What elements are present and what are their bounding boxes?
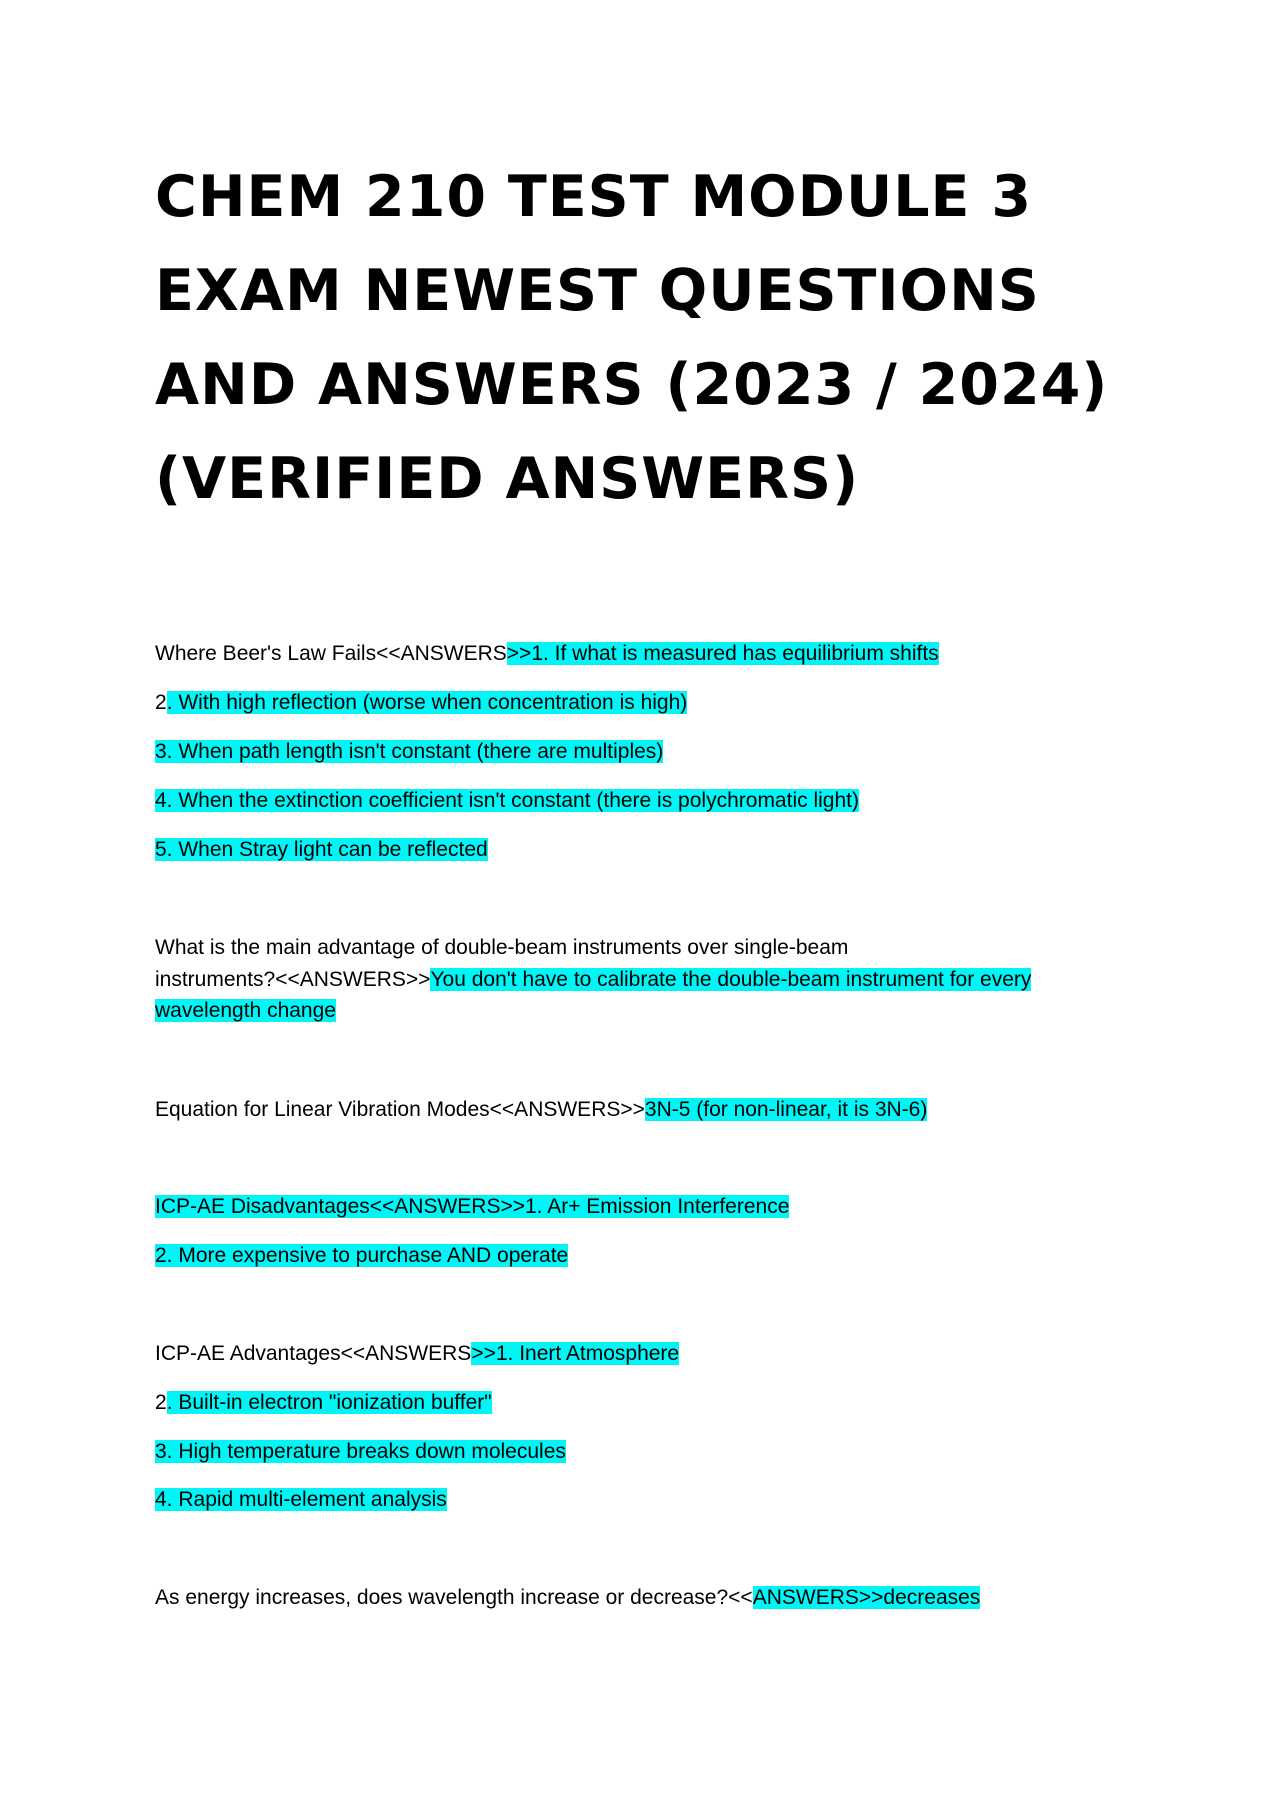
title-line-2: EXAM NEWEST QUESTIONS — [155, 258, 1040, 324]
highlighted-answer: . With high reflection (worse when concentration is high) — [166, 691, 688, 714]
qa-double-beam-line-1 — [155, 934, 848, 962]
highlighted-answer: 3. High temperature breaks down molecules — [155, 1440, 566, 1463]
qa-double-beam-line-3 — [155, 997, 336, 1025]
highlighted-answer: wavelength change — [155, 999, 336, 1022]
highlighted-answer: ANSWERS>>decreases — [752, 1586, 981, 1609]
highlighted-answer: >>1. Inert Atmosphere — [471, 1342, 680, 1365]
document-title — [155, 150, 1155, 526]
highlighted-answer: . Built-in electron "ionization buffer" — [166, 1391, 492, 1414]
qa-double-beam-line-2 — [155, 966, 1031, 994]
qa-icp-disadvantages-line-2 — [155, 1242, 568, 1270]
qa-beers-law-line-1 — [155, 640, 939, 668]
title-line-4: (VERIFIED ANSWERS) — [155, 446, 860, 512]
qa-beers-law-line-2 — [155, 689, 687, 717]
qa-energy-wavelength — [155, 1584, 980, 1612]
qa-beers-law-line-3 — [155, 738, 663, 766]
qa-icp-advantages-line-2 — [155, 1389, 492, 1417]
title-line-1: CHEM 210 TEST MODULE 3 — [155, 164, 1032, 230]
question-text: Where Beer's Law Fails<<ANSWERS — [155, 642, 507, 665]
qa-icp-advantages-line-1 — [155, 1340, 679, 1368]
qa-beers-law-line-4 — [155, 787, 859, 815]
question-text: As energy increases, does wavelength increase or decrease?<< — [155, 1586, 753, 1609]
question-text: Equation for Linear Vibration Modes<<ANSWERS>> — [155, 1098, 645, 1121]
highlighted-answer: 4. When the extinction coefficient isn't constant (there is polychromatic light) — [155, 789, 859, 812]
highlighted-answer: 3N-5 (for non-linear, it is 3N-6) — [644, 1098, 928, 1121]
question-text: instruments?<<ANSWERS>> — [155, 968, 431, 991]
highlighted-answer: 5. When Stray light can be reflected — [155, 838, 488, 861]
list-number: 2 — [155, 1391, 167, 1414]
qa-vibration-modes — [155, 1096, 927, 1124]
highlighted-answer: 4. Rapid multi-element analysis — [155, 1488, 447, 1511]
qa-icp-advantages-line-4 — [155, 1486, 447, 1514]
qa-icp-disadvantages-line-1 — [155, 1193, 789, 1221]
qa-beers-law-line-5 — [155, 836, 488, 864]
highlighted-answer: You don't have to calibrate the double-beam instrument for every — [430, 968, 1032, 991]
qa-icp-advantages-line-3 — [155, 1438, 566, 1466]
title-line-3: AND ANSWERS (2023 / 2024) — [155, 352, 1109, 418]
question-text: What is the main advantage of double-beam instruments over single-beam — [155, 936, 849, 959]
highlighted-answer: 3. When path length isn't constant (there are multiples) — [155, 740, 664, 763]
list-number: 2 — [155, 691, 167, 714]
highlighted-answer: 2. More expensive to purchase AND operate — [155, 1244, 569, 1267]
question-text: ICP-AE Advantages<<ANSWERS — [155, 1342, 472, 1365]
highlighted-answer: >>1. If what is measured has equilibrium shifts — [506, 642, 939, 665]
highlighted-answer: ICP-AE Disadvantages<<ANSWERS>>1. Ar+ Emission Interference — [155, 1195, 790, 1218]
